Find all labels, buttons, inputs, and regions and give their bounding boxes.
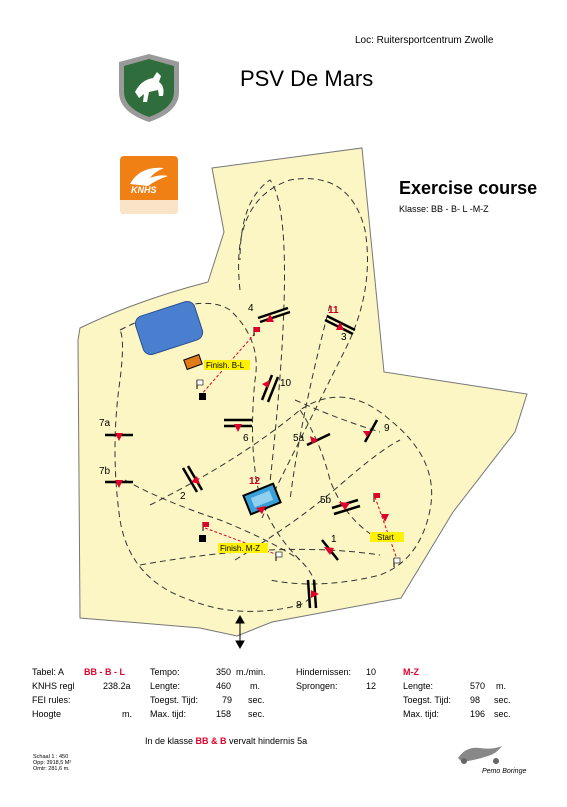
mz-max-value: 196 xyxy=(470,709,486,719)
knhs-logo-text: KNHS xyxy=(131,185,157,195)
jump-label-6: 6 xyxy=(243,433,249,444)
hind-label: Hindernissen: xyxy=(296,667,352,677)
knhs-label: KNHS regl xyxy=(32,681,75,691)
jump-label-5b: 5b xyxy=(320,495,332,506)
jump-label-12: 12 xyxy=(249,476,261,487)
lengte-label: Lengte: xyxy=(150,681,181,691)
lengte-unit: m. xyxy=(250,681,260,691)
jump-label-8: 8 xyxy=(296,600,302,611)
scale-omtr: Omtr: 281,6 m. xyxy=(33,766,70,772)
hoogte-label: Hoogte xyxy=(32,709,62,719)
fei-label: FEI rules: xyxy=(32,695,71,705)
tabel-label: Tabel: A xyxy=(32,667,65,677)
mz-lengte-value: 570 xyxy=(470,681,486,691)
finish-mz-label: Finish. M-Z xyxy=(220,544,260,553)
course-title: Exercise course xyxy=(399,178,538,198)
tempo-label: Tempo: xyxy=(150,667,180,677)
course-info-table xyxy=(0,662,567,722)
mz-lengte-label: Lengte: xyxy=(403,681,434,691)
mz-lengte-unit: m. xyxy=(496,681,506,691)
start-label: Start xyxy=(377,533,394,542)
note-classes: BB & B xyxy=(195,736,227,746)
class-note xyxy=(145,736,307,746)
tempo-value: 350 xyxy=(216,667,232,677)
tempo-unit: m./min. xyxy=(236,667,266,677)
marker-black-2 xyxy=(199,535,206,542)
toegst-label: Toegst. Tijd: xyxy=(150,695,199,705)
jump-label-3: 3 xyxy=(341,332,347,343)
note-prefix: In de klasse xyxy=(145,736,196,746)
jump-label-9: 9 xyxy=(384,423,390,434)
max-value: 158 xyxy=(216,709,232,719)
marker-black-1 xyxy=(199,393,206,400)
spr-label: Sprongen: xyxy=(296,681,338,691)
max-unit: sec. xyxy=(248,709,265,719)
class-mz: M-Z xyxy=(403,667,419,677)
jump-label-2: 2 xyxy=(180,491,186,502)
mz-toegst-unit: sec. xyxy=(494,695,511,705)
mz-toegst-value: 98 xyxy=(470,695,481,705)
jump-label-7a: 7a xyxy=(99,418,111,429)
hoogte-unit: m. xyxy=(122,709,132,719)
finish-bl-label: Finish. B-L xyxy=(206,361,245,370)
jump-label-7b: 7b xyxy=(99,466,111,477)
jump-label-1: 1 xyxy=(331,534,337,545)
toegst-unit: sec. xyxy=(248,695,265,705)
toegst-value: 79 xyxy=(222,695,233,705)
jump-label-5a: 5a xyxy=(293,433,305,444)
note-suffix: vervalt hindernis 5a xyxy=(226,736,308,746)
location-text: Loc: Ruitersportcentrum Zwolle xyxy=(355,35,494,46)
knhs-value: 238.2a xyxy=(103,681,131,691)
mz-max-unit: sec. xyxy=(494,709,511,719)
hind-value: 10 xyxy=(366,667,377,677)
designer-signature: Pemo Boringe xyxy=(482,768,527,775)
designer-logo xyxy=(452,742,510,766)
mz-toegst-label: Toegst. Tijd: xyxy=(403,695,452,705)
spr-value: 12 xyxy=(366,681,377,691)
jump-label-10: 10 xyxy=(280,378,292,389)
max-label: Max. tijd: xyxy=(150,709,187,719)
jump-label-11: 11 xyxy=(328,305,339,316)
scale-info xyxy=(33,754,93,772)
class-bbl: BB - B - L xyxy=(84,667,125,677)
jump-label-4: 4 xyxy=(248,303,254,314)
klasse-text: Klasse: BB - B- L -M-Z xyxy=(399,204,489,214)
scale-opp: Opp: 3918,5 M² xyxy=(33,760,72,766)
page-title: PSV De Mars xyxy=(240,66,374,91)
scale-schaal: Schaal 1 : 450 xyxy=(33,754,69,760)
lengte-value: 460 xyxy=(216,681,232,691)
mz-max-label: Max. tijd: xyxy=(403,709,440,719)
